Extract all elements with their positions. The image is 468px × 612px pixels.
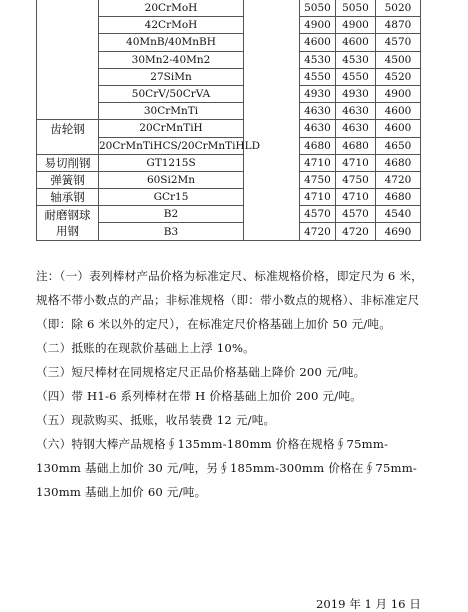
price-table-body — [37, 0, 421, 240]
price-cell-1: 4530 — [300, 51, 336, 68]
spacer-cell — [244, 68, 300, 85]
document-date: 2019 年 1 月 16 日 — [316, 597, 421, 611]
note-paragraph-1: 注：（一）表列棒材产品价格为标准定尺、标准规格价格，即定尺为 6 米，规格不带小数点的产品；非标准规格（即：带小数点的规格）、非标准定尺（即：除 6 米以外的定尺），在标准定尺价格基础上加价 50 元/吨。 — [36, 269, 423, 331]
spacer-cell — [244, 189, 300, 206]
price-cell-3: 4680 — [376, 154, 421, 171]
price-cell-1: 4750 — [300, 171, 336, 188]
price-cell-3: 4600 — [376, 103, 421, 120]
category-cell — [37, 103, 99, 120]
spacer-cell — [244, 171, 300, 188]
category-cell: 用钢 — [37, 223, 99, 240]
grade-cell: 50CrV/50CrVA — [99, 85, 244, 102]
grade-cell: GCr15 — [99, 189, 244, 206]
price-cell-2: 4630 — [336, 103, 376, 120]
table-row — [37, 85, 421, 102]
price-cell-2: 4710 — [336, 189, 376, 206]
table-row — [37, 68, 421, 85]
category-cell — [37, 68, 99, 85]
grade-cell: 40MnB/40MnBH — [99, 34, 244, 51]
price-table — [36, 0, 421, 241]
table-row — [37, 120, 421, 137]
spacer-cell — [244, 154, 300, 171]
price-cell-1: 4570 — [300, 206, 336, 223]
price-cell-1: 4600 — [300, 34, 336, 51]
note-paragraph-4: （四）带 H1-6 系列棒材在带 H 价格基础上加价 200 元/吨。 — [36, 389, 362, 403]
spacer-cell — [244, 103, 300, 120]
grade-cell: B2 — [99, 206, 244, 223]
price-cell-3: 4520 — [376, 68, 421, 85]
category-cell: 弹簧钢 — [37, 171, 99, 188]
spacer-cell — [244, 120, 300, 137]
table-row — [37, 171, 421, 188]
price-cell-1: 4680 — [300, 137, 336, 154]
price-cell-3: 4690 — [376, 223, 421, 240]
grade-cell: 20CrMnTiHCS/20CrMnTiHLD — [99, 137, 244, 154]
price-cell-1: 4630 — [300, 120, 336, 137]
price-cell-2: 4750 — [336, 171, 376, 188]
price-cell-2: 4680 — [336, 137, 376, 154]
price-cell-2: 4710 — [336, 154, 376, 171]
category-cell — [37, 17, 99, 34]
price-cell-2: 4900 — [336, 17, 376, 34]
price-cell-2: 4720 — [336, 223, 376, 240]
spacer-cell — [244, 17, 300, 34]
price-cell-2: 4550 — [336, 68, 376, 85]
price-cell-2: 4930 — [336, 85, 376, 102]
spacer-cell — [244, 51, 300, 68]
notes-section — [36, 264, 432, 504]
table-row — [37, 103, 421, 120]
spacer-cell — [244, 206, 300, 223]
price-cell-1: 4710 — [300, 189, 336, 206]
category-cell: 轴承钢 — [37, 189, 99, 206]
price-cell-3: 4720 — [376, 171, 421, 188]
category-cell — [37, 85, 99, 102]
grade-cell: 42CrMoH — [99, 17, 244, 34]
grade-cell: 27SiMn — [99, 68, 244, 85]
note-paragraph-5: （五）现款购买、抵账，收吊装费 12 元/吨。 — [36, 413, 276, 427]
price-cell-3: 4900 — [376, 85, 421, 102]
price-cell-3: 4570 — [376, 34, 421, 51]
price-cell-3: 4600 — [376, 120, 421, 137]
note-paragraph-3: （三）短尺棒材在同规格定尺正品价格基础上降价 200 元/吨。 — [36, 365, 366, 379]
category-cell — [37, 0, 99, 17]
spacer-cell — [244, 0, 300, 17]
table-row — [37, 206, 421, 223]
grade-cell: B3 — [99, 223, 244, 240]
grade-cell: 30CrMnTi — [99, 103, 244, 120]
price-cell-2: 5050 — [336, 0, 376, 17]
grade-cell: 30Mn2-40Mn2 — [99, 51, 244, 68]
price-cell-1: 5050 — [300, 0, 336, 17]
price-cell-3: 4650 — [376, 137, 421, 154]
grade-cell: GT1215S — [99, 154, 244, 171]
price-cell-1: 4900 — [300, 17, 336, 34]
table-row — [37, 0, 421, 17]
price-cell-2: 4630 — [336, 120, 376, 137]
grade-cell: 20CrMoH — [99, 0, 244, 17]
grade-cell: 60Si2Mn — [99, 171, 244, 188]
price-cell-1: 4720 — [300, 223, 336, 240]
table-row — [37, 189, 421, 206]
category-cell: 耐磨钢球 — [37, 206, 99, 223]
note-paragraph-6: （六）特钢大棒产品规格∮135mm-180mm 价格在规格∮75mm-130mm 基础上加价 30 元/吨，另∮185mm-300mm 价格在∮75mm-130mm 基础上加价 60 元/吨。 — [36, 437, 418, 499]
spacer-cell — [244, 85, 300, 102]
note-paragraph-2: （二）抵账的在现款价基础上上浮 10%。 — [36, 341, 255, 355]
table-row — [37, 51, 421, 68]
category-cell — [37, 51, 99, 68]
price-cell-2: 4570 — [336, 206, 376, 223]
category-cell: 易切削钢 — [37, 154, 99, 171]
price-cell-1: 4710 — [300, 154, 336, 171]
category-cell: 齿轮钢 — [37, 120, 99, 137]
grade-cell: 20CrMnTiH — [99, 120, 244, 137]
price-cell-3: 5020 — [376, 0, 421, 17]
category-cell — [37, 137, 99, 154]
price-cell-1: 4930 — [300, 85, 336, 102]
category-cell — [37, 34, 99, 51]
table-row — [37, 154, 421, 171]
spacer-cell — [244, 223, 300, 240]
price-cell-3: 4680 — [376, 189, 421, 206]
price-cell-3: 4500 — [376, 51, 421, 68]
price-cell-1: 4630 — [300, 103, 336, 120]
table-row — [37, 137, 421, 154]
table-row — [37, 34, 421, 51]
table-row — [37, 223, 421, 240]
price-cell-3: 4540 — [376, 206, 421, 223]
spacer-cell — [244, 34, 300, 51]
price-cell-2: 4530 — [336, 51, 376, 68]
price-cell-3: 4870 — [376, 17, 421, 34]
price-cell-1: 4550 — [300, 68, 336, 85]
price-cell-2: 4600 — [336, 34, 376, 51]
table-row — [37, 17, 421, 34]
